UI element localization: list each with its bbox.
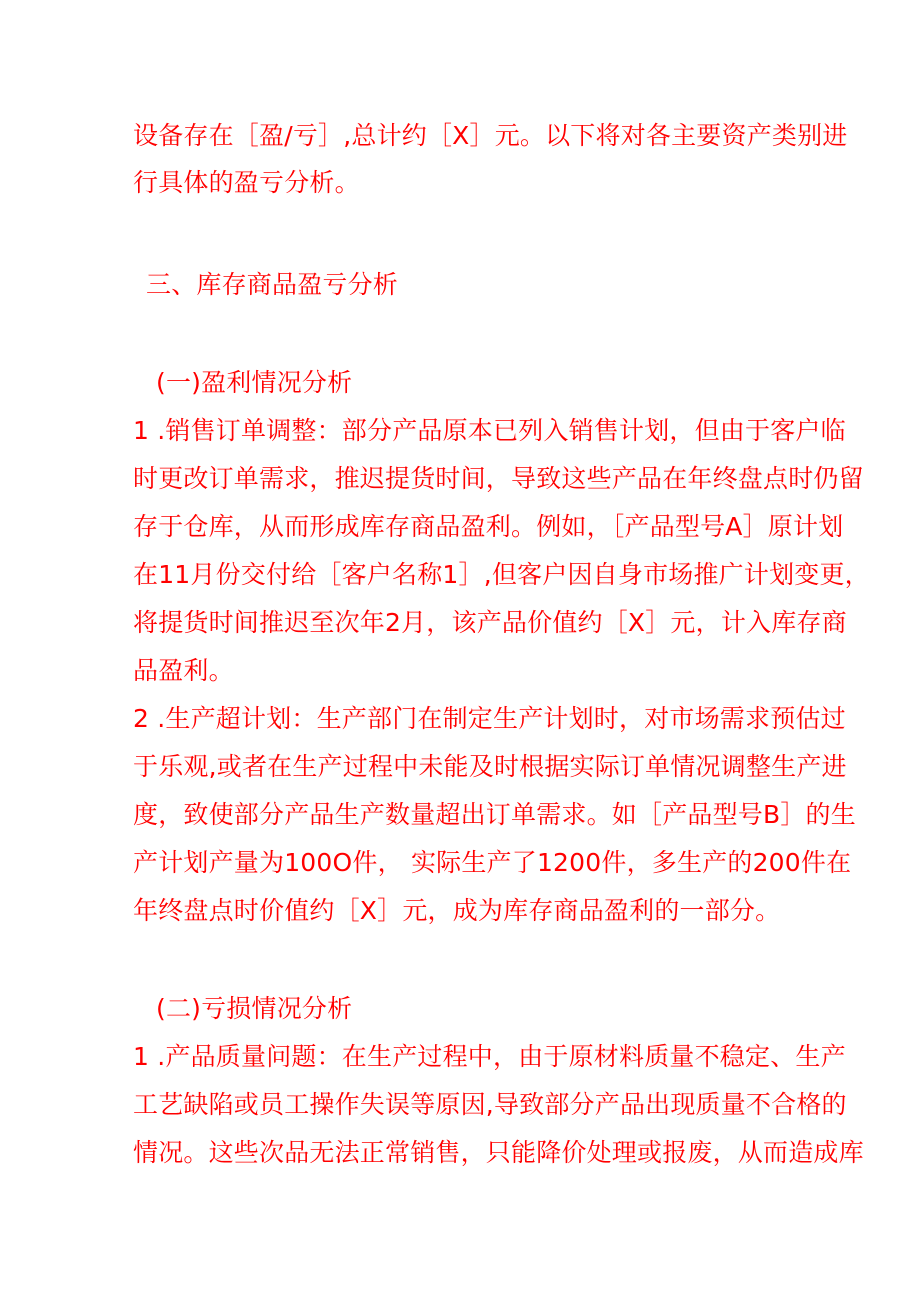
paragraph-line: 度，致使部分产品生产数量超出订单需求。如［产品型号B］的生	[133, 800, 856, 829]
paragraph-line: 1 .产品质量问题：在生产过程中，由于原材料质量不稳定、生产	[133, 1042, 846, 1071]
paragraph-line: 将提货时间推迟至次年2月，该产品价值约［X］元，计入库存商	[133, 608, 847, 637]
paragraph-line: 时更改订单需求，推迟提货时间，导致这些产品在年终盘点时仍留	[133, 464, 864, 493]
paragraph-line: 在11月份交付给［客户名称1］,但客户因自身市场推广计划变更，	[133, 560, 870, 589]
section-heading: 三、库存商品盈亏分析	[146, 270, 399, 299]
paragraph-line: 存于仓库，从而形成库存商品盈利。例如，［产品型号A］原计划	[133, 512, 844, 541]
subsection-heading-profit: (一)盈利情况分析	[156, 368, 353, 397]
paragraph-line: 工艺缺陷或员工操作失误等原因,导致部分产品出现质量不合格的	[133, 1090, 847, 1119]
paragraph-line: 年终盘点时价值约［X］元，成为库存商品盈利的一部分。	[133, 896, 781, 925]
paragraph-line: 2 .生产超计划：生产部门在制定生产计划时，对市场需求预估过	[133, 704, 846, 733]
intro-line-1: 设备存在［盈/亏］,总计约［X］元。以下将对各主要资产类别进	[133, 121, 848, 150]
paragraph-line: 品盈利。	[133, 656, 234, 685]
intro-line-2: 行具体的盈亏分析。	[133, 168, 360, 197]
paragraph-line: 1 .销售订单调整：部分产品原本已列入销售计划，但由于客户临	[133, 416, 846, 445]
paragraph-line: 于乐观,或者在生产过程中未能及时根据实际订单情况调整生产进	[133, 752, 847, 781]
subsection-heading-loss: (二)亏损情况分析	[156, 994, 353, 1023]
paragraph-line: 产计划产量为100O件， 实际生产了1200件，多生产的200件在	[133, 848, 852, 877]
paragraph-line: 情况。这些次品无法正常销售，只能降价处理或报废，从而造成库	[133, 1138, 864, 1167]
